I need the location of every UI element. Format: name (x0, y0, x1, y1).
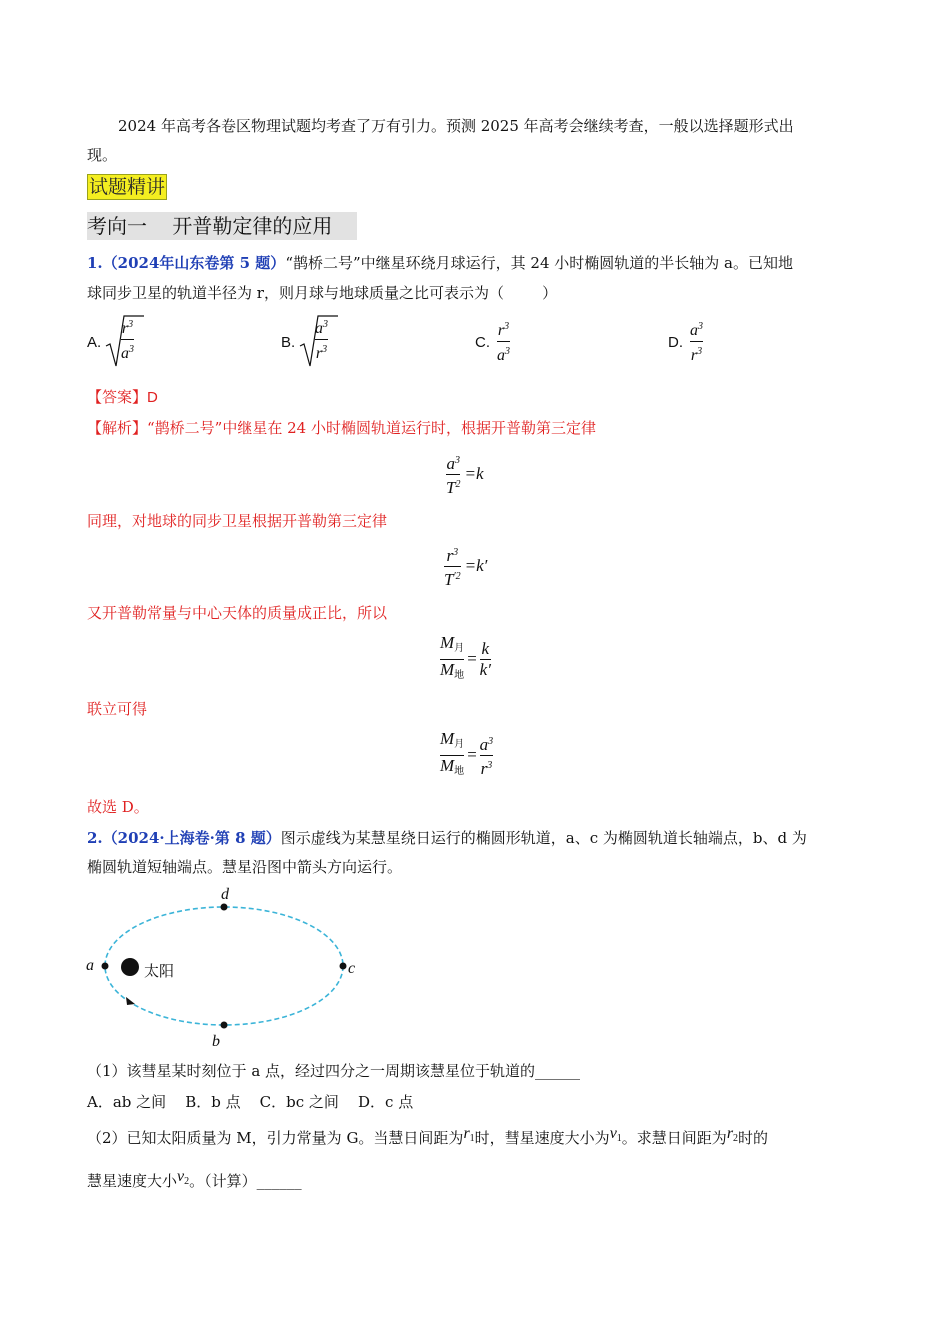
option-b-label: B. (281, 334, 296, 351)
option-a-num: r (121, 320, 129, 337)
equation-4: $\frac{M_月}{M_地}$ = $\frac{a^3}{r^3}$ (440, 728, 494, 778)
option-a-label: A. (87, 334, 102, 351)
q1-analysis-3: 又开普勒常量与中心天体的质量成正比，所以 (87, 604, 388, 622)
q1-analysis-4: 联立可得 (87, 700, 148, 718)
option-d-den: r (690, 347, 698, 364)
q1-options (87, 314, 787, 370)
equation-1: $\frac{a^3}{T^2}$ =k (446, 453, 484, 497)
q2-sub1-options: A．ab 之间 B．b 点 C．bc 之间 D．c 点 (87, 1093, 414, 1111)
arrow-icon (126, 997, 135, 1005)
option-d[interactable]: D. $a^3$ $r^3$ (668, 321, 703, 364)
q1-answer (87, 387, 158, 408)
option-d-num: a (690, 322, 698, 339)
equation-2: $\frac{r^3}{T^{'2}}$ =k′ (444, 545, 488, 589)
option-c-den: a (497, 347, 505, 364)
option-c-num: r (497, 322, 505, 339)
answer-label: 【答案】 (87, 388, 148, 406)
q1-analysis-1: 【解析】“鹊桥二号”中继星在 24 小时椭圆轨道运行时，根据开普勒第三定律 (87, 419, 596, 437)
point-a (102, 963, 109, 970)
label-b: b (212, 1033, 220, 1050)
q2-sub2-line-1: （2）已知太阳质量为 M，引力常量为 G。当慧日间距为$r_1$时，彗星速度大小为$v_1$。求慧日间距为$r_2$时的 (87, 1125, 769, 1147)
q1-analysis-2: 同理，对地球的同步卫星根据开普勒第三定律 (87, 512, 388, 530)
q1-stem-line-2: 球同步卫星的轨道半径为 r，则月球与地球质量之比可表示为（ ） (87, 284, 558, 302)
point-b (221, 1022, 228, 1029)
label-d: d (221, 886, 229, 903)
q1-stem-text-1: “鹊桥二号”中继星环绕月球运行，其 24 小时椭圆轨道的半长轴为 a。已知地 (285, 254, 793, 272)
option-c[interactable]: C. $r^3$ $a^3$ (475, 321, 510, 364)
option-d-label: D. (668, 334, 683, 351)
q1-stem-line-1 (87, 253, 793, 273)
answer-value: D (147, 389, 158, 406)
intro-line-1: 2024 年高考各卷区物理试题均考查了万有引力。预测 2025 年高考会继续考查，一般以选择题形式出 (118, 117, 794, 135)
q2-stem-line-1: 2.（2024·上海卷·第 8 题）图示虚线为某慧星绕日运行的椭圆形轨道，a、c 为椭圆轨道长轴端点，b、d 为 (87, 829, 807, 847)
sun-icon (121, 958, 139, 976)
option-b[interactable]: B. $a^3$ $r^3$ (281, 314, 401, 370)
option-b-den: r (315, 345, 323, 362)
q2-stem-line-2: 椭圆轨道短轴端点。慧星沿图中箭头方向运行。 (87, 858, 403, 876)
q2-sub1: （1）该彗星某时刻位于 a 点，经过四分之一周期该慧星位于轨道的______ (87, 1062, 581, 1080)
label-c: c (348, 960, 356, 977)
equation-3: $\frac{M_月}{M_地}$ = $\frac{k}{k'}$ (440, 632, 491, 681)
section-title: 考向一 开普勒定律的应用 (87, 212, 357, 240)
orbit-ellipse (105, 907, 343, 1025)
section-badge: 试题精讲 (89, 176, 166, 198)
q2-number: 2. (87, 829, 103, 847)
option-a-den: a (121, 345, 129, 362)
intro-line-2: 现。 (87, 146, 118, 164)
q2-sub2-line-2: 慧星速度大小$v_2$。（计算）______ (87, 1168, 302, 1190)
point-c (340, 963, 347, 970)
sun-label: 太阳 (144, 962, 175, 980)
option-b-num: a (315, 320, 323, 337)
point-d (221, 904, 228, 911)
orbit-diagram (80, 880, 370, 1055)
analysis-label: 【解析】 (87, 419, 148, 437)
q1-source: （2024年山东卷第 5 题） (102, 254, 286, 272)
q1-number: 1. (87, 254, 103, 272)
q2-source: （2024·上海卷·第 8 题） (102, 829, 281, 847)
q1-conclusion: 故选 D。 (87, 798, 149, 816)
option-c-label: C. (475, 334, 490, 351)
label-a: a (86, 957, 94, 974)
option-a[interactable]: A. $r^3$ $a^3$ (87, 314, 207, 370)
